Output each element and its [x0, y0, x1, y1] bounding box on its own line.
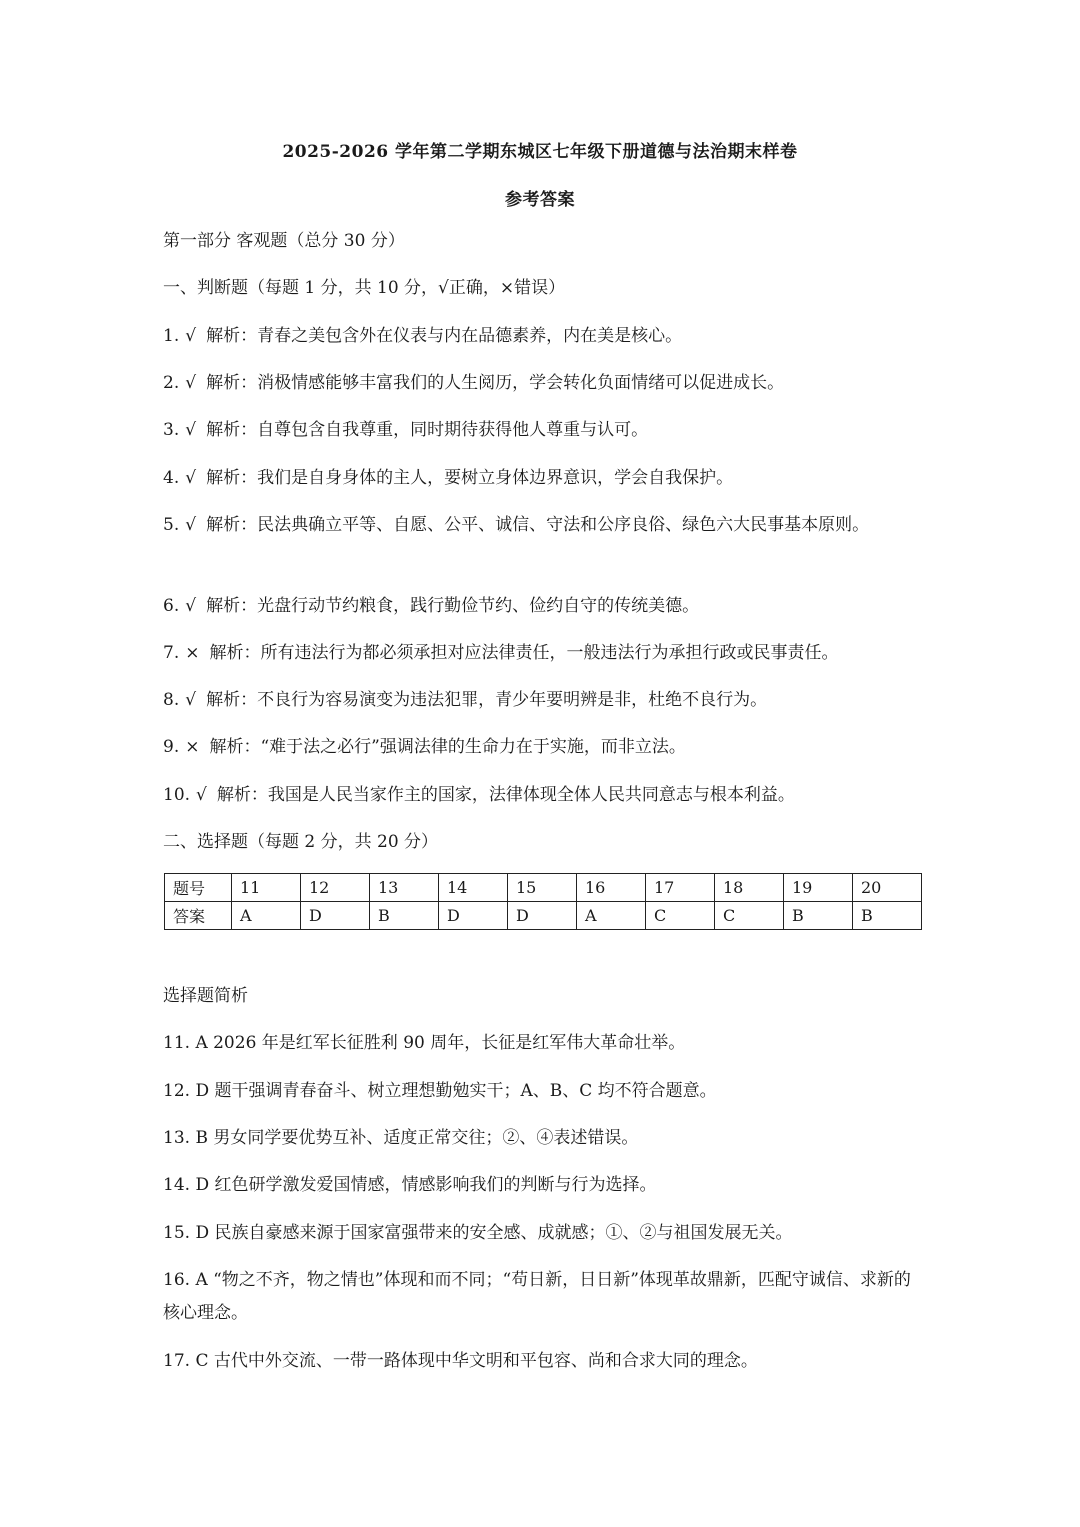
answer-mark: √ — [185, 468, 197, 488]
table-cell: B — [853, 902, 922, 930]
brief-item: 13. B 男女同学要优势互补、适度正常交往；②、④表述错误。 — [163, 1128, 639, 1148]
judge-item — [163, 367, 923, 400]
brief-item: 15. D 民族自豪感来源于国家富强带来的安全感、成就感；①、②与祖国发展无关。 — [163, 1223, 793, 1243]
item-number: 4. — [163, 468, 180, 488]
judge-item — [163, 731, 923, 764]
brief-item: 11. A 2026 年是红军长征胜利 90 周年，长征是红军伟大革命壮举。 — [163, 1033, 686, 1053]
table-cell: D — [439, 902, 508, 930]
answer-mark: √ — [185, 596, 197, 616]
table-cell: A — [577, 902, 646, 930]
row-label: 答案 — [165, 902, 232, 930]
question-number-row — [165, 874, 922, 902]
answer-row — [165, 902, 922, 930]
table-cell: 14 — [439, 874, 508, 902]
table-cell: A — [232, 902, 301, 930]
answer-mark: × — [185, 737, 200, 757]
judge-item — [163, 462, 923, 495]
table-cell: C — [646, 902, 715, 930]
item-number: 8. — [163, 690, 180, 710]
table-cell: C — [715, 902, 784, 930]
item-number: 1. — [163, 326, 180, 346]
item-explanation: 解析：“难于法之必行”强调法律的生命力在于实施，而非立法。 — [209, 737, 686, 757]
answer-mark: √ — [185, 326, 197, 346]
answer-mark: √ — [185, 690, 197, 710]
item-explanation: 解析：光盘行动节约粮食，践行勤俭节约、俭约自守的传统美德。 — [206, 596, 700, 616]
table-cell: 15 — [508, 874, 577, 902]
item-explanation: 解析：消极情感能够丰富我们的人生阅历，学会转化负面情绪可以促进成长。 — [206, 373, 785, 393]
answer-mark: √ — [185, 373, 197, 393]
table-cell: 13 — [370, 874, 439, 902]
brief-item: 14. D 红色研学激发爱国情感，情感影响我们的判断与行为选择。 — [163, 1175, 657, 1195]
brief-item: 17. C 古代中外交流、一带一路体现中华文明和平包容、尚和合求大同的理念。 — [163, 1351, 758, 1371]
item-number: 6. — [163, 596, 180, 616]
brief-heading: 选择题简析 — [163, 986, 248, 1006]
table-cell: 18 — [715, 874, 784, 902]
item-number: 3. — [163, 420, 180, 440]
judge-item — [163, 637, 923, 670]
table-cell: 16 — [577, 874, 646, 902]
judge-item — [163, 779, 923, 812]
brief-item: 16. A “物之不齐，物之情也”体现和而不同；“苟日新，日日新”体现革故鼎新，匹配守诚信、求新的核心理念。 — [163, 1270, 911, 1323]
answer-table — [164, 873, 922, 930]
item-explanation: 解析：不良行为容易演变为违法犯罪，青少年要明辨是非，杜绝不良行为。 — [206, 690, 768, 710]
answer-mark: √ — [185, 515, 197, 535]
judge-item — [163, 684, 923, 717]
item-number: 2. — [163, 373, 180, 393]
item-explanation: 解析：自尊包含自我尊重，同时期待获得他人尊重与认可。 — [206, 420, 649, 440]
item-explanation: 解析：青春之美包含外在仪表与内在品德素养，内在美是核心。 — [206, 326, 683, 346]
document-subtitle: 参考答案 — [505, 190, 575, 210]
row-label: 题号 — [165, 874, 232, 902]
item-number: 5. — [163, 515, 180, 535]
table-cell: B — [784, 902, 853, 930]
table-cell: 20 — [853, 874, 922, 902]
judge-item — [163, 509, 923, 542]
answer-mark: × — [185, 643, 200, 663]
part-heading: 第一部分 客观题（总分 30 分） — [163, 231, 405, 251]
table-cell: 11 — [232, 874, 301, 902]
judge-item — [163, 320, 923, 353]
item-explanation: 解析：所有违法行为都必须承担对应法律责任，一般违法行为承担行政或民事责任。 — [209, 643, 839, 663]
item-number: 10. — [163, 785, 191, 805]
table-cell: 12 — [301, 874, 370, 902]
answer-mark: √ — [185, 420, 197, 440]
table-cell: B — [370, 902, 439, 930]
table-cell: 17 — [646, 874, 715, 902]
judge-item — [163, 414, 923, 447]
table-cell: D — [301, 902, 370, 930]
table-cell: 19 — [784, 874, 853, 902]
document-title: 2025-2026 学年第二学期东城区七年级下册道德与法治期末样卷 — [282, 142, 798, 162]
section-heading-judge: 一、判断题（每题 1 分，共 10 分，√正确，×错误） — [163, 278, 566, 298]
item-explanation: 解析：我们是自身身体的主人，要树立身体边界意识，学会自我保护。 — [206, 468, 734, 488]
item-explanation: 解析：我国是人民当家作主的国家，法律体现全体人民共同意志与根本利益。 — [216, 785, 795, 805]
section-heading-choice: 二、选择题（每题 2 分，共 20 分） — [163, 832, 439, 852]
table-cell: D — [508, 902, 577, 930]
item-explanation: 解析：民法典确立平等、自愿、公平、诚信、守法和公序良俗、绿色六大民事基本原则。 — [206, 515, 870, 535]
judge-item — [163, 590, 923, 623]
item-number: 7. — [163, 643, 180, 663]
brief-item: 12. D 题干强调青春奋斗、树立理想勤勉实干；A、B、C 均不符合题意。 — [163, 1081, 717, 1101]
answer-mark: √ — [196, 785, 207, 805]
item-number: 9. — [163, 737, 180, 757]
